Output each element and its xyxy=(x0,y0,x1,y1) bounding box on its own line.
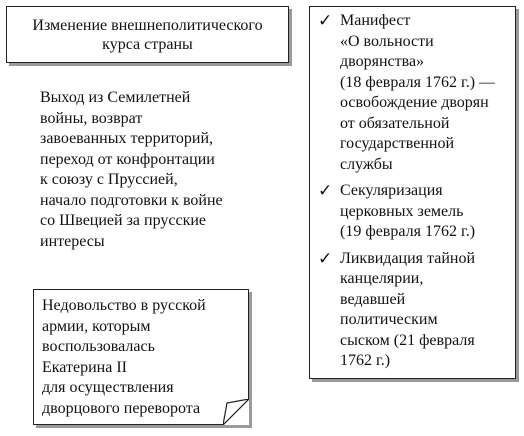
reform-line: Манифест xyxy=(340,12,411,29)
note-line: для осуществления xyxy=(42,379,174,396)
consequences-line: со Швецией за прусские xyxy=(40,212,207,229)
title-line: Изменение внешнеполитического xyxy=(32,16,263,34)
reform-line: политическим xyxy=(340,311,438,328)
reform-line: дворянства» xyxy=(340,53,425,70)
reform-line: ведавшей xyxy=(340,290,406,308)
consequences-line: к союзу с Пруссией, xyxy=(40,171,178,188)
note-line: армии, которым xyxy=(42,317,151,335)
page-fold-icon xyxy=(223,399,249,425)
check-icon: ✓ xyxy=(318,11,333,30)
reform-line: освобождение дворян xyxy=(340,94,489,111)
discontent-note xyxy=(33,289,249,425)
reform-line: сыском (21 февраля xyxy=(340,331,475,349)
note-line: дворцового переворота xyxy=(42,399,201,417)
reform-line: церковных земель xyxy=(340,202,464,220)
reform-line: Ликвидация тайной xyxy=(340,249,476,267)
reform-line: Секуляризация xyxy=(340,182,443,199)
note-line: воспользовалась xyxy=(42,338,155,355)
consequences-line: интересы xyxy=(40,232,105,250)
check-icon: ✓ xyxy=(318,181,333,200)
title-text xyxy=(32,16,262,54)
reform-line: канцелярии, xyxy=(340,270,424,287)
consequences-line: Выход из Семилетней xyxy=(40,89,191,106)
reforms-box xyxy=(309,6,516,379)
reform-line: «О вольности xyxy=(340,32,434,50)
consequences-line: завоеванных территорий, xyxy=(40,130,214,147)
consequences-line: переход от конфронтации xyxy=(40,150,215,168)
check-icon: ✓ xyxy=(318,248,333,268)
note-line: Екатерина II xyxy=(42,358,127,376)
reform-line: государственной xyxy=(340,135,455,152)
reform-item xyxy=(318,249,509,372)
reform-item xyxy=(318,181,509,243)
consequences-text xyxy=(40,88,280,252)
consequences-line: начало подготовки к войне xyxy=(40,191,223,209)
reform-text xyxy=(340,11,509,175)
reform-line: (18 февраля 1762 г.) — xyxy=(340,73,496,91)
reform-text xyxy=(340,181,509,243)
reform-line: службы xyxy=(340,155,393,173)
reform-text xyxy=(340,249,509,372)
reform-item xyxy=(318,11,509,175)
reform-line: 1762 г.) xyxy=(340,352,391,369)
note-line: Недовольство в русской xyxy=(42,297,206,314)
title-box xyxy=(6,6,289,63)
reform-line: от обязательной xyxy=(340,114,450,132)
reform-line: (19 февраля 1762 г.) xyxy=(340,223,476,240)
consequences-line: войны, возврат xyxy=(40,109,143,127)
title-line: курса страны xyxy=(102,35,193,53)
